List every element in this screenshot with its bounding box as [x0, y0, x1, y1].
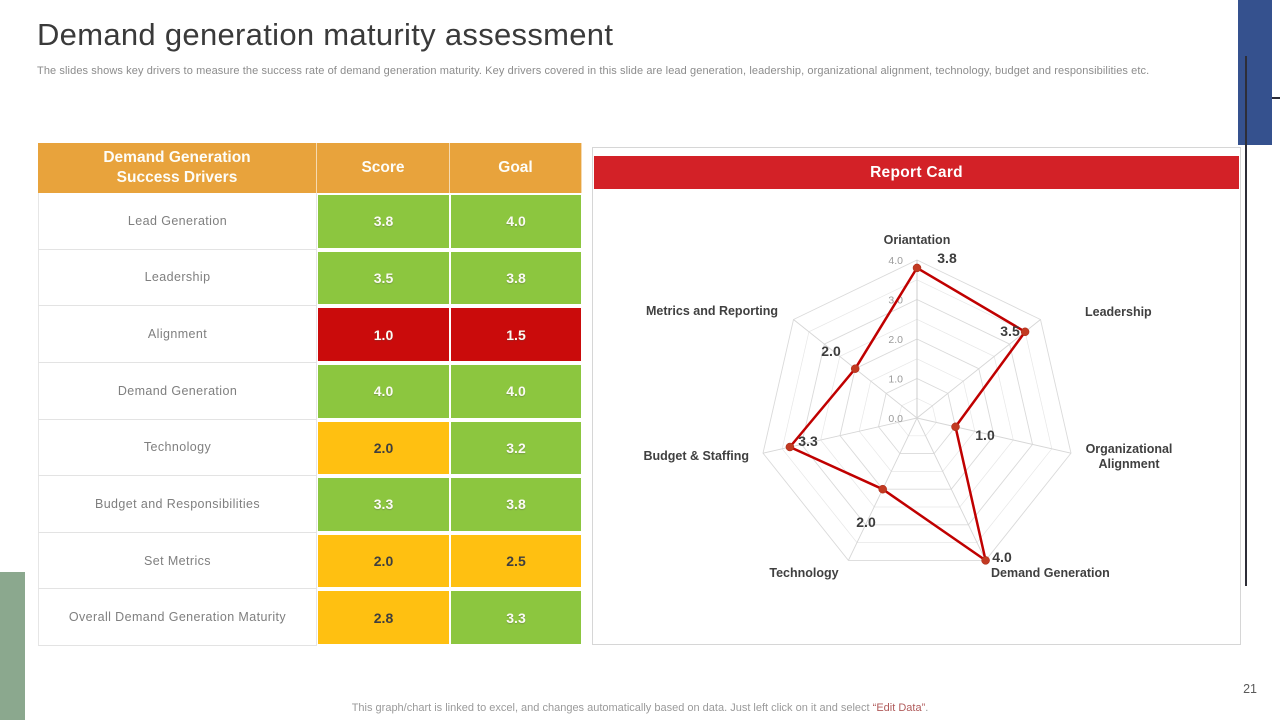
score-cell: 4.0: [317, 363, 450, 420]
svg-text:3.5: 3.5: [1000, 323, 1020, 339]
driver-label: Alignment: [38, 306, 317, 363]
driver-label: Set Metrics: [38, 533, 317, 590]
goal-cell: 4.0: [450, 193, 582, 250]
table-header-drivers: Demand Generation Success Drivers: [38, 143, 317, 193]
driver-label: Demand Generation: [38, 363, 317, 420]
svg-text:0.0: 0.0: [888, 413, 903, 425]
report-card-panel: [592, 147, 1241, 645]
score-cell: 1.0: [317, 306, 450, 363]
edit-data-text: “Edit Data”: [872, 702, 926, 714]
score-cell: 2.0: [317, 533, 450, 590]
svg-text:1.0: 1.0: [975, 427, 995, 443]
svg-text:Demand Generation: Demand Generation: [991, 566, 1110, 580]
goal-cell: 3.8: [450, 476, 582, 533]
svg-text:3.3: 3.3: [798, 433, 818, 449]
page-number: 21: [1243, 682, 1257, 696]
driver-label: Technology: [38, 420, 317, 477]
svg-text:Budget & Staffing: Budget & Staffing: [643, 449, 749, 463]
goal-cell: 3.2: [450, 420, 582, 477]
table-header-goal: Goal: [450, 143, 582, 193]
goal-cell: 1.5: [450, 306, 582, 363]
footer-period: .: [925, 702, 929, 714]
svg-text:Leadership: Leadership: [1085, 305, 1152, 319]
page-title: Demand generation maturity assessment: [37, 17, 614, 52]
driver-label: Budget and Responsibilities: [38, 476, 317, 533]
svg-text:Metrics and Reporting: Metrics and Reporting: [646, 304, 778, 318]
driver-label: Overall Demand Generation Maturity: [38, 589, 317, 646]
decoration-sage-bar: [0, 572, 25, 720]
decoration-horizontal-tick: [1272, 97, 1280, 99]
svg-text:3.0: 3.0: [888, 294, 903, 307]
decoration-vertical-line: [1245, 56, 1247, 586]
score-cell: 3.3: [317, 476, 450, 533]
svg-text:Technology: Technology: [769, 566, 839, 580]
svg-text:Oriantation: Oriantation: [883, 233, 951, 247]
footer-note: [0, 702, 1280, 714]
svg-text:2.0: 2.0: [856, 514, 876, 530]
svg-text:2.0: 2.0: [888, 334, 903, 346]
report-card-title-bar: [594, 156, 1239, 189]
goal-cell: 3.8: [450, 250, 582, 307]
goal-cell: 3.3: [450, 589, 582, 646]
svg-text:4.0: 4.0: [888, 255, 903, 267]
svg-text:1.0: 1.0: [888, 373, 903, 386]
radar-chart[interactable]: [593, 148, 1240, 644]
table-header-score: Score: [317, 143, 450, 193]
svg-text:OrganizationalAlignment: Organizational Alignment: [1085, 442, 1173, 471]
score-cell: 2.8: [317, 589, 450, 646]
svg-text:3.8: 3.8: [937, 250, 957, 266]
goal-cell: 4.0: [450, 363, 582, 420]
score-cell: 3.8: [317, 193, 450, 250]
success-drivers-table: [38, 143, 582, 646]
driver-label: Leadership: [38, 250, 317, 307]
decoration-blue-bar: [1238, 0, 1272, 145]
page-subtitle: The slides shows key drivers to measure the success rate of demand generation maturity. Key drivers covered in this slide are lead generation, leadership, organizational alignment, technology, budget and responsibilities etc.: [37, 65, 1150, 77]
report-card-title: Report Card: [870, 163, 963, 181]
svg-text:2.0: 2.0: [821, 343, 841, 359]
score-cell: 2.0: [317, 420, 450, 477]
footer-text: This graph/chart is linked to excel, and changes automatically based on data. Just left click on it and select: [351, 702, 873, 714]
score-cell: 3.5: [317, 250, 450, 307]
driver-label: Lead Generation: [38, 193, 317, 250]
svg-text:4.0: 4.0: [992, 549, 1012, 565]
goal-cell: 2.5: [450, 533, 582, 590]
